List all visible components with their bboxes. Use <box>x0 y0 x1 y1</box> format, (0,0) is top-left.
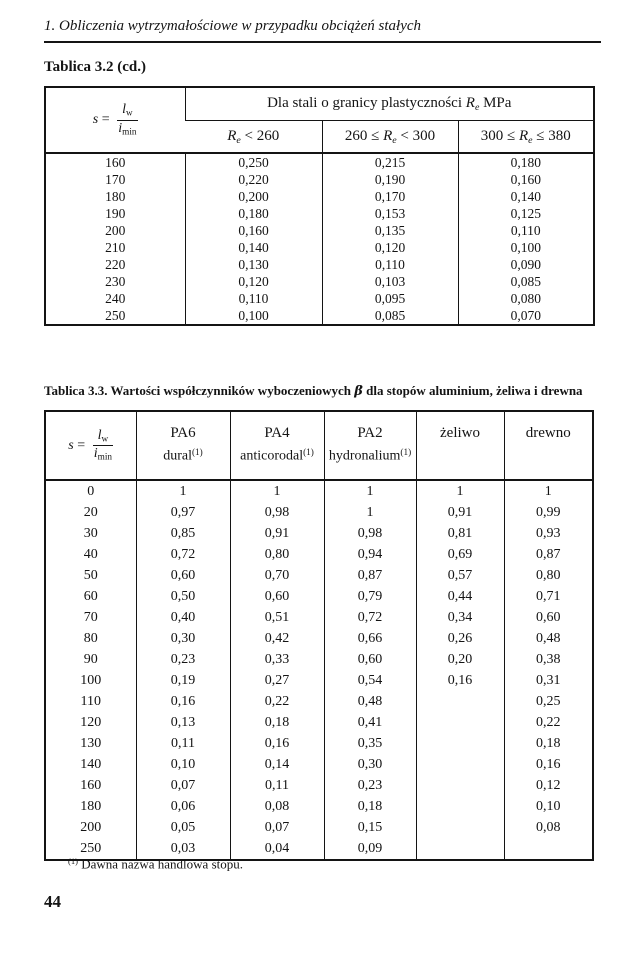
table-cell: 0,120 <box>185 273 322 290</box>
denominator-sub: min <box>122 126 137 137</box>
table-row <box>45 290 594 307</box>
table-cell: 0,110 <box>322 256 458 273</box>
table-cell: 0,080 <box>458 290 594 307</box>
alloy-name <box>231 445 324 467</box>
page-number: 44 <box>44 892 61 911</box>
table-cell: 0,120 <box>322 239 458 256</box>
table-cell: 0,13 <box>136 712 230 733</box>
table-cell: 1 <box>324 480 416 502</box>
table-cell: 0,72 <box>136 544 230 565</box>
table-cell: 30 <box>83 525 98 541</box>
table-cell: 0,100 <box>185 307 322 325</box>
table-cell: 160 <box>105 154 126 170</box>
re-base: R <box>518 127 529 144</box>
table-cell: 180 <box>105 188 126 204</box>
table-row <box>45 586 593 607</box>
table-cell: 0,91 <box>416 502 504 523</box>
table-row <box>45 733 593 754</box>
re-symbol <box>227 128 241 144</box>
numerator-base: l <box>97 427 102 443</box>
table-3-2 <box>44 86 595 326</box>
numerator-sub: w <box>126 107 133 118</box>
alloy-code: PA6 <box>170 425 196 441</box>
alloy-name-text: hydronalium <box>328 448 401 464</box>
subheader-post: < 300 <box>396 127 436 144</box>
column-header-pa2-hydronalium <box>324 411 416 480</box>
alloy-name-text: anticorodal <box>240 448 304 464</box>
table-cell: 1 <box>416 480 504 502</box>
table-cell: 0,23 <box>136 649 230 670</box>
table-cell: 0,34 <box>416 607 504 628</box>
table-cell: 0,51 <box>230 607 324 628</box>
table-cell: 0,250 <box>185 153 322 171</box>
table-cell: 0,30 <box>324 754 416 775</box>
table-cell <box>416 712 504 733</box>
table-row <box>45 817 593 838</box>
table-cell: 0,80 <box>230 544 324 565</box>
table-cell <box>416 754 504 775</box>
table-cell: 0,16 <box>136 691 230 712</box>
table-cell: 0,18 <box>504 733 593 754</box>
table-cell: 90 <box>83 651 98 667</box>
material-name: żeliwo <box>440 425 480 441</box>
alloy-name <box>137 445 230 467</box>
table-cell: 60 <box>83 588 98 604</box>
table-cell: 0,125 <box>458 205 594 222</box>
table-cell: 0,10 <box>136 754 230 775</box>
table-row <box>45 775 593 796</box>
table-cell: 0,31 <box>504 670 593 691</box>
slenderness-formula <box>68 429 113 463</box>
table-cell: 0,18 <box>230 712 324 733</box>
re-sub: e <box>474 101 480 113</box>
alloy-name-text: dural <box>163 448 192 464</box>
table-cell: 0,48 <box>324 691 416 712</box>
re-base: R <box>227 127 237 144</box>
table-cell: 0,160 <box>185 222 322 239</box>
table-cell: 0,25 <box>504 691 593 712</box>
alloy-code: PA2 <box>357 425 383 441</box>
table-cell: 50 <box>83 567 98 583</box>
table-cell: 70 <box>83 609 98 625</box>
running-header-text: 1. Obliczenia wytrzymałościowe w przypadku obciążeń stałych <box>44 18 422 34</box>
table-cell <box>416 733 504 754</box>
table-row <box>45 153 594 171</box>
table-cell <box>504 838 593 860</box>
column-header-pa6-dural <box>136 411 230 480</box>
table-cell: 0,98 <box>230 502 324 523</box>
table-cell: 0,07 <box>136 775 230 796</box>
table-cell: 0,48 <box>504 628 593 649</box>
material-name: drewno <box>525 425 571 441</box>
table-cell: 0,23 <box>324 775 416 796</box>
footnote-ref: (1) <box>191 447 203 458</box>
slenderness-column-header <box>45 411 136 480</box>
table-cell: 0,07 <box>230 817 324 838</box>
table-cell: 0,50 <box>136 586 230 607</box>
re-sub: e <box>236 134 241 146</box>
table-cell: 140 <box>80 756 102 772</box>
table-cell: 0,16 <box>504 754 593 775</box>
table-cell: 1 <box>324 502 416 523</box>
table-cell: 220 <box>105 256 126 272</box>
table-cell <box>416 838 504 860</box>
formula-equals: = <box>98 112 114 128</box>
table-3-2-body <box>45 153 594 325</box>
column-header-re-lt-260 <box>185 121 322 154</box>
footnote-marker: (1) <box>68 856 79 866</box>
table-cell: 0,16 <box>230 733 324 754</box>
caption-pre: Tablica 3.3. Wartości współczynników wyboczeniowych <box>44 383 355 398</box>
table-row <box>45 273 594 290</box>
subheader-post: ≤ 380 <box>532 127 571 144</box>
table-cell: 0,095 <box>322 290 458 307</box>
table-cell: 110 <box>80 693 101 709</box>
table-cell: 0,11 <box>230 775 324 796</box>
table-row <box>45 544 593 565</box>
table-cell: 0,160 <box>458 171 594 188</box>
table-cell: 0,090 <box>458 256 594 273</box>
table-row <box>45 565 593 586</box>
table-cell: 0,54 <box>324 670 416 691</box>
table-cell: 0,80 <box>504 565 593 586</box>
table-cell: 0,15 <box>324 817 416 838</box>
table-cell: 0,04 <box>230 838 324 860</box>
table-cell: 100 <box>80 672 102 688</box>
table-cell: 0,42 <box>230 628 324 649</box>
table-cell: 1 <box>504 480 593 502</box>
table-cell: 40 <box>83 546 98 562</box>
slenderness-formula <box>93 103 138 137</box>
formula-denominator <box>117 121 138 137</box>
table-cell: 0,06 <box>136 796 230 817</box>
table-cell: 0,30 <box>136 628 230 649</box>
formula-equals: = <box>73 437 89 453</box>
table-cell: 180 <box>80 798 102 814</box>
table-cell: 0,99 <box>504 502 593 523</box>
table-cell: 0,085 <box>322 307 458 325</box>
table-cell: 0,135 <box>322 222 458 239</box>
table-row <box>45 256 594 273</box>
table-cell: 120 <box>80 714 102 730</box>
footnote <box>68 856 243 872</box>
table-cell: 0,14 <box>230 754 324 775</box>
table-cell: 0,215 <box>322 153 458 171</box>
table-row <box>45 307 594 325</box>
table-cell: 200 <box>80 819 102 835</box>
table-cell: 0,20 <box>416 649 504 670</box>
formula-lhs: s <box>68 437 74 453</box>
table-3-2-header <box>45 87 594 153</box>
table-cell: 0,41 <box>324 712 416 733</box>
re-sub: e <box>392 134 397 146</box>
table-cell: 0,35 <box>324 733 416 754</box>
table-cell <box>416 775 504 796</box>
footnote-ref: (1) <box>303 447 314 458</box>
numerator-sub: w <box>101 433 109 444</box>
table-cell: 0,100 <box>458 239 594 256</box>
alloy-code: PA4 <box>264 425 290 441</box>
table-cell: 0,140 <box>185 239 322 256</box>
table-row <box>45 670 593 691</box>
table-cell: 0,110 <box>458 222 594 239</box>
denominator-base: i <box>118 120 123 136</box>
table-cell: 0,180 <box>185 205 322 222</box>
table-cell: 0,91 <box>230 523 324 544</box>
table-cell: 0,153 <box>322 205 458 222</box>
table-cell: 0,070 <box>458 307 594 325</box>
table-cell: 1 <box>136 480 230 502</box>
table-cell: 20 <box>83 504 98 520</box>
subheader-pre: 260 ≤ <box>344 127 384 144</box>
table-cell: 0,19 <box>136 670 230 691</box>
table-cell: 0,85 <box>136 523 230 544</box>
table-cell: 160 <box>80 777 102 793</box>
table-row <box>45 754 593 775</box>
table-row <box>45 188 594 205</box>
table-cell: 0,81 <box>416 523 504 544</box>
table-cell: 210 <box>105 239 126 255</box>
table-cell: 0,22 <box>230 691 324 712</box>
table-cell: 0,87 <box>504 544 593 565</box>
table-row <box>45 649 593 670</box>
table-cell: 250 <box>80 840 102 856</box>
table-cell <box>416 796 504 817</box>
column-header-300-re-380 <box>458 121 594 154</box>
re-base: R <box>383 127 393 144</box>
re-symbol <box>519 128 533 144</box>
caption-post: dla stopów aluminium, żeliwa i drewna <box>362 383 583 398</box>
table-cell: 0,60 <box>230 586 324 607</box>
table-cell: 0,22 <box>504 712 593 733</box>
table-row <box>45 205 594 222</box>
table-cell: 0,79 <box>324 586 416 607</box>
column-header-zeliwo <box>416 411 504 480</box>
table-row <box>45 502 593 523</box>
table-cell: 0,66 <box>324 628 416 649</box>
table-cell: 0,200 <box>185 188 322 205</box>
table-cell: 0,10 <box>504 796 593 817</box>
formula-lhs: s <box>92 112 99 128</box>
table-cell: 0,40 <box>136 607 230 628</box>
table-cell: 0,08 <box>504 817 593 838</box>
table-row <box>45 171 594 188</box>
table-cell: 190 <box>105 205 126 221</box>
table-cell: 0,60 <box>324 649 416 670</box>
table-cell: 170 <box>105 171 126 187</box>
table-cell: 0,27 <box>230 670 324 691</box>
running-header <box>44 18 601 43</box>
table-cell: 0,33 <box>230 649 324 670</box>
table-cell: 0,180 <box>458 153 594 171</box>
table-cell: 0,38 <box>504 649 593 670</box>
table-cell: 0,60 <box>136 565 230 586</box>
footnote-text: Dawna nazwa handlowa stopu. <box>78 856 243 872</box>
table-row <box>45 607 593 628</box>
table-cell: 0,18 <box>324 796 416 817</box>
table-cell: 0,05 <box>136 817 230 838</box>
table-cell: 0,97 <box>136 502 230 523</box>
table-cell: 1 <box>230 480 324 502</box>
re-base: R <box>465 95 475 112</box>
table-cell: 0,08 <box>230 796 324 817</box>
table-cell: 0,085 <box>458 273 594 290</box>
re-symbol <box>383 128 397 144</box>
table-cell: 80 <box>83 630 98 646</box>
table-cell: 0,170 <box>322 188 458 205</box>
table-cell: 230 <box>105 273 126 289</box>
table-cell: 0,57 <box>416 565 504 586</box>
table-row <box>45 628 593 649</box>
table-cell: 0,94 <box>324 544 416 565</box>
table-cell: 0,220 <box>185 171 322 188</box>
table-cell: 0,12 <box>504 775 593 796</box>
table-3-2-caption: Tablica 3.2 (cd.) <box>44 59 146 75</box>
table-cell: 0,190 <box>322 171 458 188</box>
table-row <box>45 222 594 239</box>
steel-yield-span-header <box>185 87 594 121</box>
table-row <box>45 796 593 817</box>
table-cell: 0,69 <box>416 544 504 565</box>
table-cell: 0,87 <box>324 565 416 586</box>
table-row <box>45 480 593 502</box>
re-symbol <box>466 95 480 111</box>
table-row <box>45 712 593 733</box>
table-3-3-caption <box>44 383 583 399</box>
table-cell: 0,98 <box>324 523 416 544</box>
re-sub: e <box>528 134 533 146</box>
alloy-name <box>325 445 416 467</box>
table-cell: 200 <box>105 222 126 238</box>
table-cell: 0,130 <box>185 256 322 273</box>
numerator-base: l <box>122 102 127 118</box>
denominator-base: i <box>93 446 98 461</box>
subheader-pre: 300 ≤ <box>480 127 519 144</box>
beta-symbol: β <box>354 384 363 399</box>
table-row <box>45 523 593 544</box>
formula-numerator <box>117 103 138 120</box>
table-cell <box>416 817 504 838</box>
table-cell: 0,72 <box>324 607 416 628</box>
formula-denominator <box>93 446 114 462</box>
table-cell: 0,26 <box>416 628 504 649</box>
slenderness-column-header <box>45 87 185 153</box>
table-cell: 0,09 <box>324 838 416 860</box>
subheader-post: < 260 <box>240 127 280 144</box>
formula-fraction <box>117 103 138 137</box>
table-cell: 0,03 <box>136 838 230 860</box>
table-cell: 0,103 <box>322 273 458 290</box>
table-cell: 130 <box>80 735 102 751</box>
table-3-3-header <box>45 411 593 480</box>
table-cell: 0,110 <box>185 290 322 307</box>
table-cell: 0,11 <box>136 733 230 754</box>
table-cell: 0,60 <box>504 607 593 628</box>
span-header-pre: Dla stali o granicy plastyczności <box>267 95 466 112</box>
table-cell: 0 <box>87 483 95 499</box>
formula-numerator <box>93 429 114 446</box>
denominator-sub: min <box>97 451 113 462</box>
span-header-post: MPa <box>479 95 512 112</box>
column-header-drewno <box>504 411 593 480</box>
table-cell: 0,16 <box>416 670 504 691</box>
table-3-3 <box>44 410 594 861</box>
table-3-3-body <box>45 480 593 860</box>
table-cell <box>416 691 504 712</box>
table-cell: 0,71 <box>504 586 593 607</box>
column-header-260-re-300 <box>322 121 458 154</box>
table-cell: 250 <box>105 307 126 323</box>
formula-fraction <box>93 429 114 463</box>
table-row <box>45 691 593 712</box>
table-cell: 0,44 <box>416 586 504 607</box>
table-row <box>45 239 594 256</box>
column-header-pa4-anticorodal <box>230 411 324 480</box>
table-cell: 0,93 <box>504 523 593 544</box>
table-cell: 240 <box>105 290 126 306</box>
footnote-ref: (1) <box>400 447 412 458</box>
table-cell: 0,140 <box>458 188 594 205</box>
table-cell: 0,70 <box>230 565 324 586</box>
